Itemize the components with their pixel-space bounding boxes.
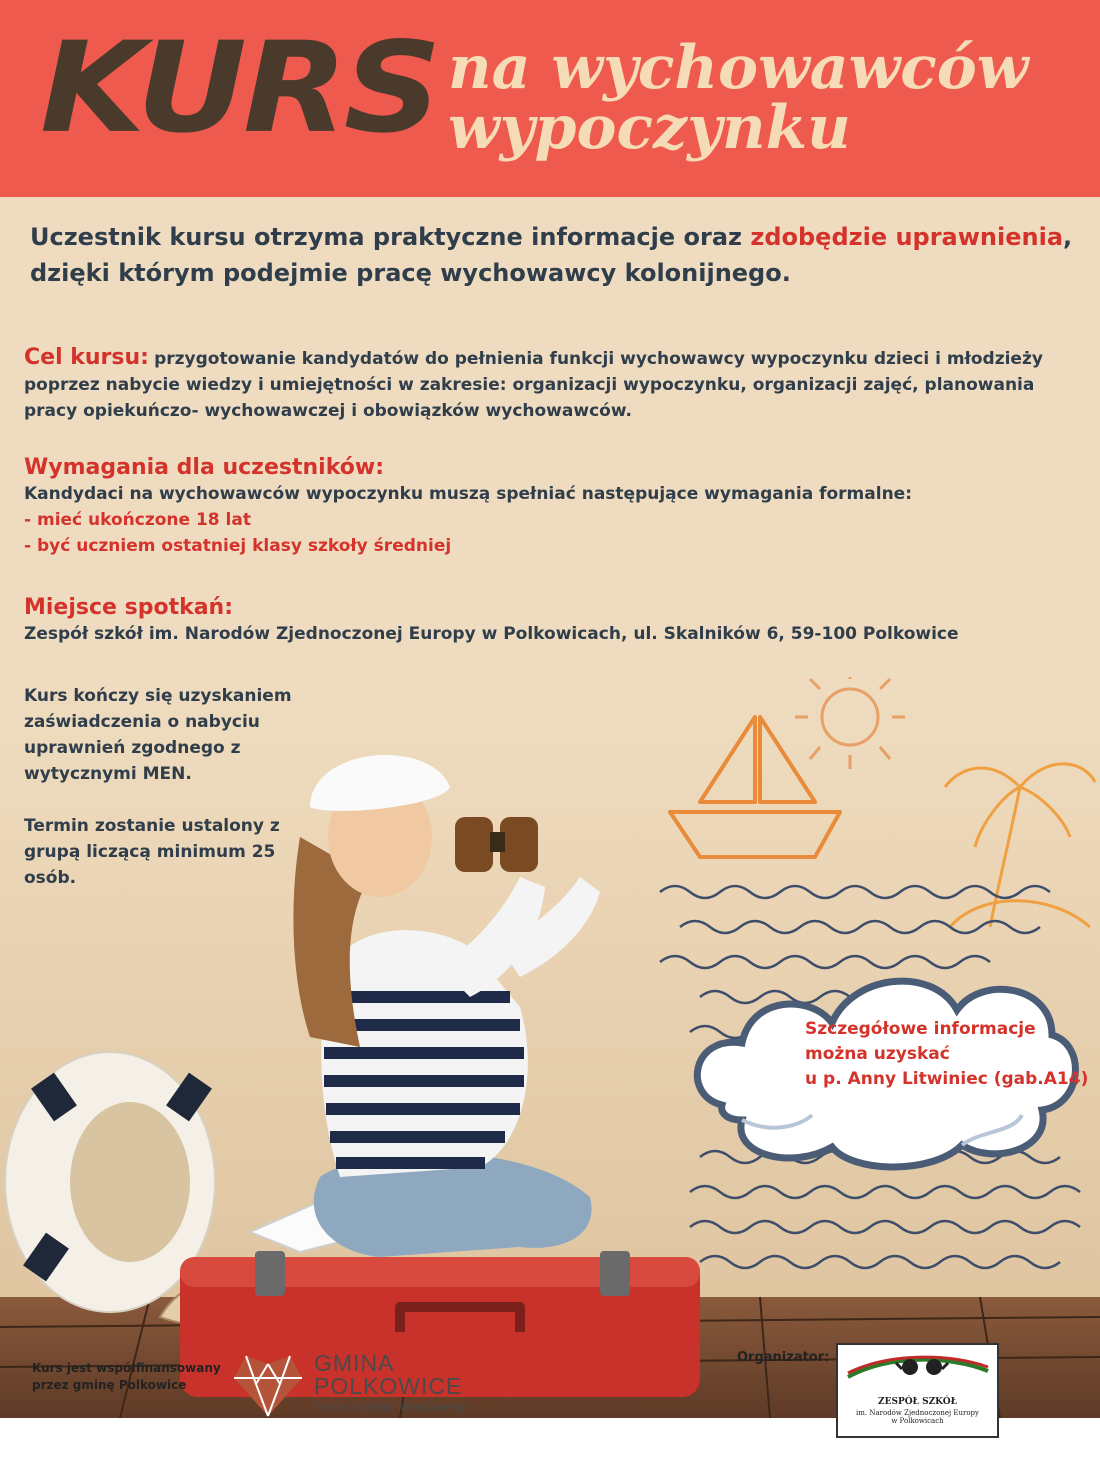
- location-text: Zespół szkół im. Narodów Zjednoczonej Europy w Polkowicach, ul. Skalników 6, 59-100 Polkowice: [24, 624, 959, 644]
- intro-highlight: zdobędzie uprawnienia: [750, 223, 1064, 251]
- section-goal: [24, 345, 1074, 424]
- intro-text-part1: Uczestnik kursu otrzyma praktyczne informacje oraz: [30, 223, 751, 251]
- goal-title: Cel kursu:: [24, 345, 149, 370]
- school-emblem-icon: [838, 1345, 997, 1395]
- gmina-name: [314, 1352, 462, 1398]
- funding-line1: Kurs jest współfinansowany: [32, 1361, 221, 1375]
- contact-prefix: u p.: [805, 1069, 848, 1089]
- gmina-line1: GMINA: [314, 1350, 395, 1376]
- section-location: [24, 595, 1074, 647]
- requirement-item: - mieć ukończone 18 lat: [24, 510, 251, 530]
- intro-text-part2: ,: [1063, 223, 1073, 251]
- subtitle-line1: na wychowawców: [448, 33, 1029, 103]
- funding-note-text: [32, 1360, 221, 1394]
- school-logo: [836, 1343, 999, 1438]
- intro-paragraph: [30, 219, 1080, 291]
- title-subtitle: [448, 33, 1029, 163]
- contact-line3: [805, 1067, 1095, 1092]
- goal-text: przygotowanie kandydatów do pełnienia funkcji wychowawcy wypoczynku dzieci i młodzieży poprzez nabycie wiedzy i umiejętności w zakresie: organizacji wypoczynku, organizacji zajęć, planowania pracy opiekuńczo- wychowawczej i obowiązków wychowawców.: [24, 349, 1043, 421]
- side-info: [24, 683, 304, 891]
- contact-line1: Szczegółowe informacje: [805, 1019, 1036, 1039]
- side-info-schedule: Termin zostanie ustalony z grupą liczącą minimum 25 osób.: [24, 816, 280, 888]
- location-title: Miejsce spotkań:: [24, 595, 234, 620]
- title-kurs: KURS: [40, 15, 438, 162]
- funding-line2: przez gminę Polkowice: [32, 1378, 187, 1392]
- school-subtitle: [838, 1409, 997, 1425]
- subtitle-line2: wypoczynku: [448, 93, 851, 163]
- requirements-text: Kandydaci na wychowawców wypoczynku muszą spełniać następujące wymagania formalne:: [24, 484, 913, 504]
- gmina-logo-icon: [232, 1350, 304, 1420]
- gmina-line2: POLKOWICE: [314, 1373, 463, 1399]
- intro-text-line2: dzięki którym podejmie pracę wychowawcy kolonijnego.: [30, 259, 791, 287]
- school-line3: w Polkowicach: [891, 1417, 944, 1425]
- contact-name: Anny Litwiniec (gab.A14): [847, 1069, 1089, 1089]
- contact-line2: można uzyskać: [805, 1044, 950, 1064]
- requirements-title: Wymagania dla uczestników:: [24, 455, 384, 480]
- gmina-tagline: Serce Zagłębia Miedziowego: [314, 1400, 469, 1414]
- organizer-label: Organizator:: [737, 1350, 830, 1365]
- requirement-item: - być uczniem ostatniej klasy szkoły średniej: [24, 536, 452, 556]
- school-line2: im. Narodów Zjednoczonej Europy: [856, 1409, 979, 1417]
- side-info-certificate: Kurs kończy się uzyskaniem zaświadczenia o nabyciu uprawnień zgodnego z wytycznymi MEN.: [24, 686, 292, 784]
- school-name: ZESPÓŁ SZKÓŁ: [878, 1397, 957, 1407]
- section-requirements: [24, 455, 1074, 559]
- contact-info: [805, 1017, 1095, 1092]
- header-banner: [0, 0, 1100, 197]
